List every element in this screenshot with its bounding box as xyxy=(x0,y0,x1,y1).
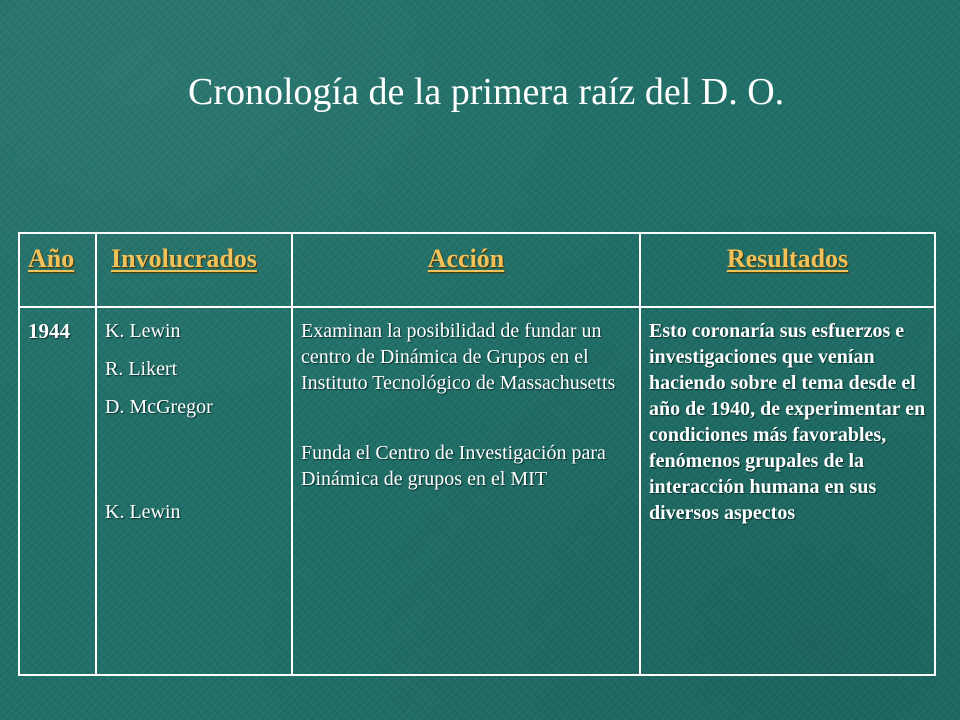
cell-people xyxy=(96,307,292,675)
cell-year xyxy=(19,307,96,675)
header-year: Año xyxy=(19,233,96,307)
person-name: K. Lewin xyxy=(105,320,181,342)
table-row xyxy=(19,307,935,675)
table-header-row xyxy=(19,233,935,307)
person-name: D. McGregor xyxy=(105,396,213,418)
action-text: Examinan la posibilidad de fundar un centro de Dinámica de Grupos en el Instituto Tecnológico de Massachusetts xyxy=(301,320,616,394)
result-text: Esto coronaría sus esfuerzos e investigaciones que venían haciendo sobre el tema desde el año de 1940, de experimentar en condiciones más favorables, fenómenos grupales de la interacción humana en sus diversos aspectos xyxy=(649,320,926,524)
slide-title: Cronología de la primera raíz del D. O. xyxy=(188,71,785,113)
header-action: Acción xyxy=(292,233,640,307)
chronology-table xyxy=(18,232,936,676)
year-value: 1944 xyxy=(28,319,70,343)
action-text: Funda el Centro de Investigación para Dinámica de grupos en el MIT xyxy=(301,442,606,490)
cell-action xyxy=(292,307,640,675)
person-name: K. Lewin xyxy=(105,501,181,523)
chronology-table-wrapper xyxy=(18,232,936,676)
header-people: Involucrados xyxy=(96,233,292,307)
header-results: Resultados xyxy=(640,233,935,307)
person-name: R. Likert xyxy=(105,358,178,380)
cell-results xyxy=(640,307,935,675)
